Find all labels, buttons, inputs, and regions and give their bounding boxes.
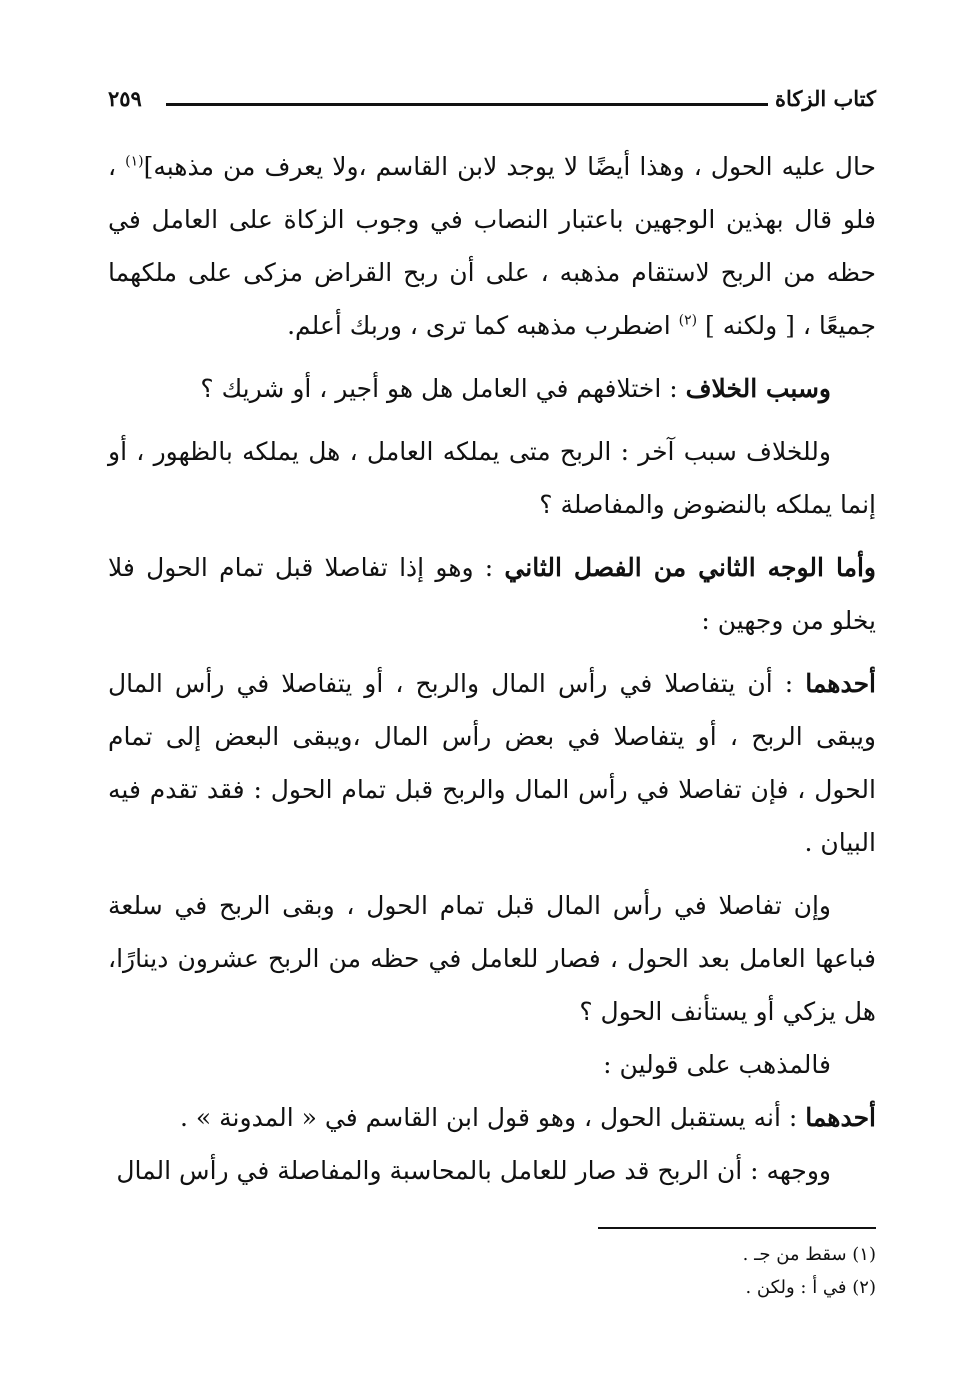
paragraph-1: حال عليه الحول ، وهذا أيضًا لا يوجد لابن القاسم ،ولا يعرف من مذهبه]$^{(١)}$ ، فلو قال بهذين الوجهين باعتبار النصاب في وجوب الزكاة على العامل في حظه من الربح لاستقام مذهبه ، على أن ربح القراض مزكى على ملكهما جميعًا ، [ ولكنه ] $^{(٢)}$ اضطرب مذهبه كما ترى ، وربك أعلم.: [108, 152, 877, 340]
running-title: كتاب الزكاة: [774, 86, 876, 111]
footnote-ref-2: (٢): [678, 312, 698, 329]
footnote-2: (٢) في أ : ولكن .: [745, 1277, 876, 1298]
heading-first: أحدهما: [805, 669, 876, 698]
heading-first-opinion: أحدهما: [805, 1103, 876, 1132]
footnote-1: (١) سقط من جـ .: [742, 1244, 876, 1265]
paragraph-9: ووجهه : أن الربح قد صار للعامل بالمحاسبة والمفاصلة في رأس المال: [116, 1156, 831, 1185]
page-header: [108, 78, 876, 118]
paragraph-6: وإن تفاصلا في رأس المال قبل تمام الحول ، وبقى الربح في سلعة فباعها العامل بعد الحول ، فصار للعامل في حظه من الربح عشرون دينارًا، هل يزكي أو يستأنف الحول ؟: [108, 891, 876, 1026]
paragraph-4: وأما الوجه الثاني من الفصل الثاني : وهو إذا تفاصلا قبل تمام الحول فلا يخلو من وجهين :: [108, 553, 876, 635]
header-rule: [166, 103, 768, 106]
main-text: [108, 140, 876, 1197]
heading-sabab-alkhilaf: وسبب الخلاف: [685, 374, 831, 403]
paragraph-5: أحدهما : أن يتفاصلا في رأس المال والربح ، أو يتفاصلا في رأس المال ويبقى الربح ، أو يتفاصلا في بعض رأس المال ،ويبقى البعض إلى تمام الحول ، فإن تفاصلا في رأس المال والربح قبل تمام الحول : فقد تقدم فيه البيان .: [108, 669, 876, 857]
footnotes: [108, 1238, 876, 1304]
footnote-ref-1: (١): [125, 153, 144, 170]
paragraph-7: فالمذهب على قولين :: [603, 1050, 831, 1079]
document-page: [108, 78, 876, 1368]
paragraph-2: وسبب الخلاف : اختلافهم في العامل هل هو أجير ، أو شريك ؟: [200, 374, 831, 403]
footnote-rule: [598, 1227, 876, 1229]
page-number: ٢٥٩: [108, 86, 142, 111]
paragraph-3: وللخلاف سبب آخر : الربح متى يملكه العامل ، هل يملكه بالظهور ، أو إنما يملكه بالنضوض والمفاصلة ؟: [108, 437, 876, 519]
heading-second-aspect: وأما الوجه الثاني من الفصل الثاني: [504, 553, 876, 582]
paragraph-8: أحدهما : أنه يستقبل الحول ، وهو قول ابن القاسم في « المدونة » .: [180, 1103, 876, 1132]
